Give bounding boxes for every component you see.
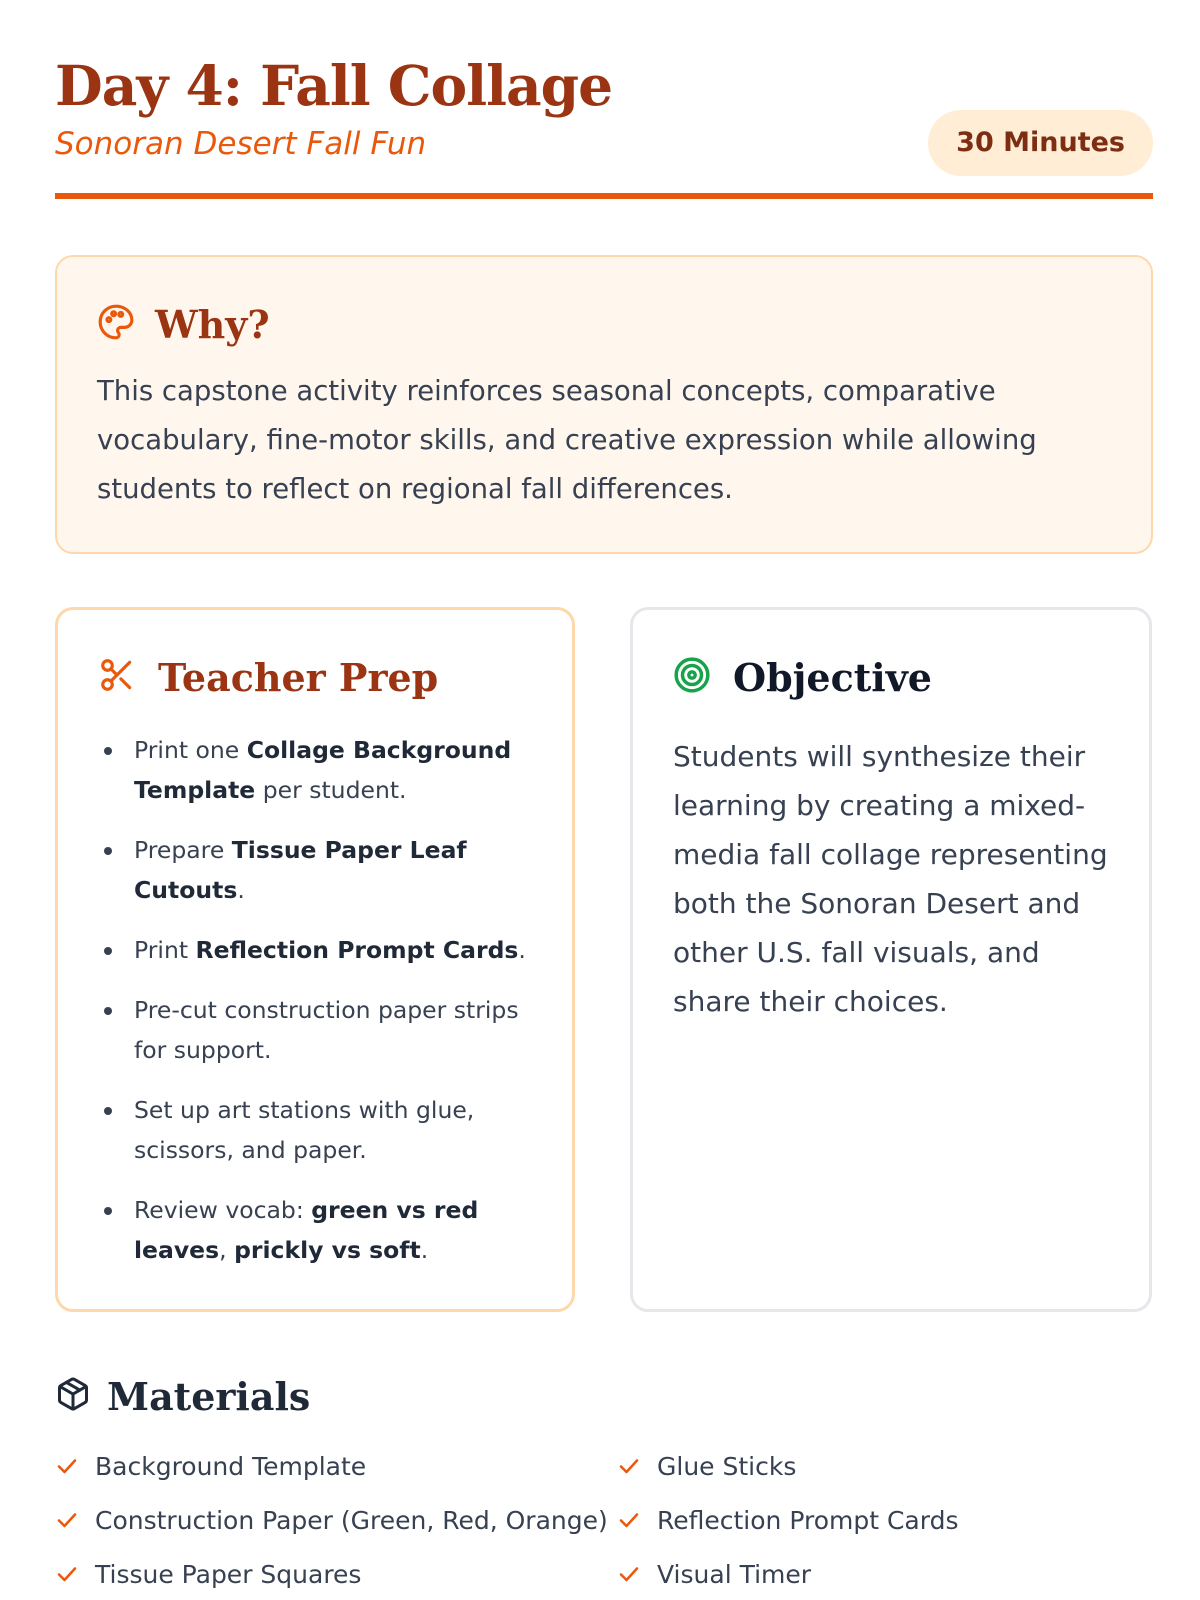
list-item: Print Reflection Prompt Cards. (98, 930, 538, 970)
check-icon (55, 1454, 79, 1478)
list-item: Construction Paper (Green, Red, Orange) (55, 1500, 617, 1540)
materials-heading (55, 1372, 1153, 1420)
list-item: Background Template (55, 1446, 617, 1486)
objective-card (630, 607, 1152, 1312)
materials-title: Materials (107, 1373, 311, 1419)
teacher-prep-list (98, 730, 538, 1290)
why-title: Why? (155, 301, 270, 347)
list-item: Prepare Tissue Paper Leaf Cutouts. (98, 830, 538, 910)
list-item: Pre-cut construction paper strips for support. (98, 990, 538, 1070)
check-icon (55, 1508, 79, 1532)
list-item: Set up art stations with glue, scissors, and paper. (98, 1090, 538, 1170)
scissors-icon (98, 656, 136, 698)
list-item: Print one Collage Background Template per student. (98, 730, 538, 810)
check-icon (617, 1562, 641, 1586)
objective-heading (673, 652, 932, 702)
teacher-prep-card (55, 607, 575, 1312)
teacher-prep-heading (98, 652, 438, 702)
box-icon (55, 1376, 91, 1416)
check-icon (617, 1508, 641, 1532)
why-text: This capstone activity reinforces seasonal concepts, comparative vocabulary, fine-motor skills, and creative expression while allowing students to reflect on regional fall differences. (97, 375, 1037, 505)
list-item: Reflection Prompt Cards (617, 1500, 1153, 1540)
duration-badge: 30 Minutes (928, 110, 1153, 176)
materials-section (55, 1372, 1153, 1589)
header-divider (55, 193, 1153, 199)
materials-list (55, 1446, 1153, 1594)
list-item: Glue Sticks (617, 1446, 1153, 1486)
objective-title: Objective (733, 654, 932, 700)
page-header (55, 48, 1153, 203)
page-subtitle: Sonoran Desert Fall Fun (55, 126, 427, 162)
teacher-prep-title: Teacher Prep (158, 654, 439, 700)
check-icon (617, 1454, 641, 1478)
objective-text: Students will synthesize their learning by creating a mixed-media fall collage representing both the Sonoran Desert and other U.S. fall visuals, and share their choices. (673, 740, 1108, 1018)
palette-icon (97, 303, 135, 345)
page-title: Day 4: Fall Collage (55, 53, 613, 118)
list-item: Tissue Paper Squares (55, 1554, 617, 1594)
target-icon (673, 656, 711, 698)
why-heading (97, 302, 270, 346)
check-icon (55, 1562, 79, 1586)
list-item: Review vocab: green vs red leaves, prickly vs soft. (98, 1190, 538, 1270)
why-section (55, 255, 1153, 554)
list-item: Visual Timer (617, 1554, 1153, 1594)
